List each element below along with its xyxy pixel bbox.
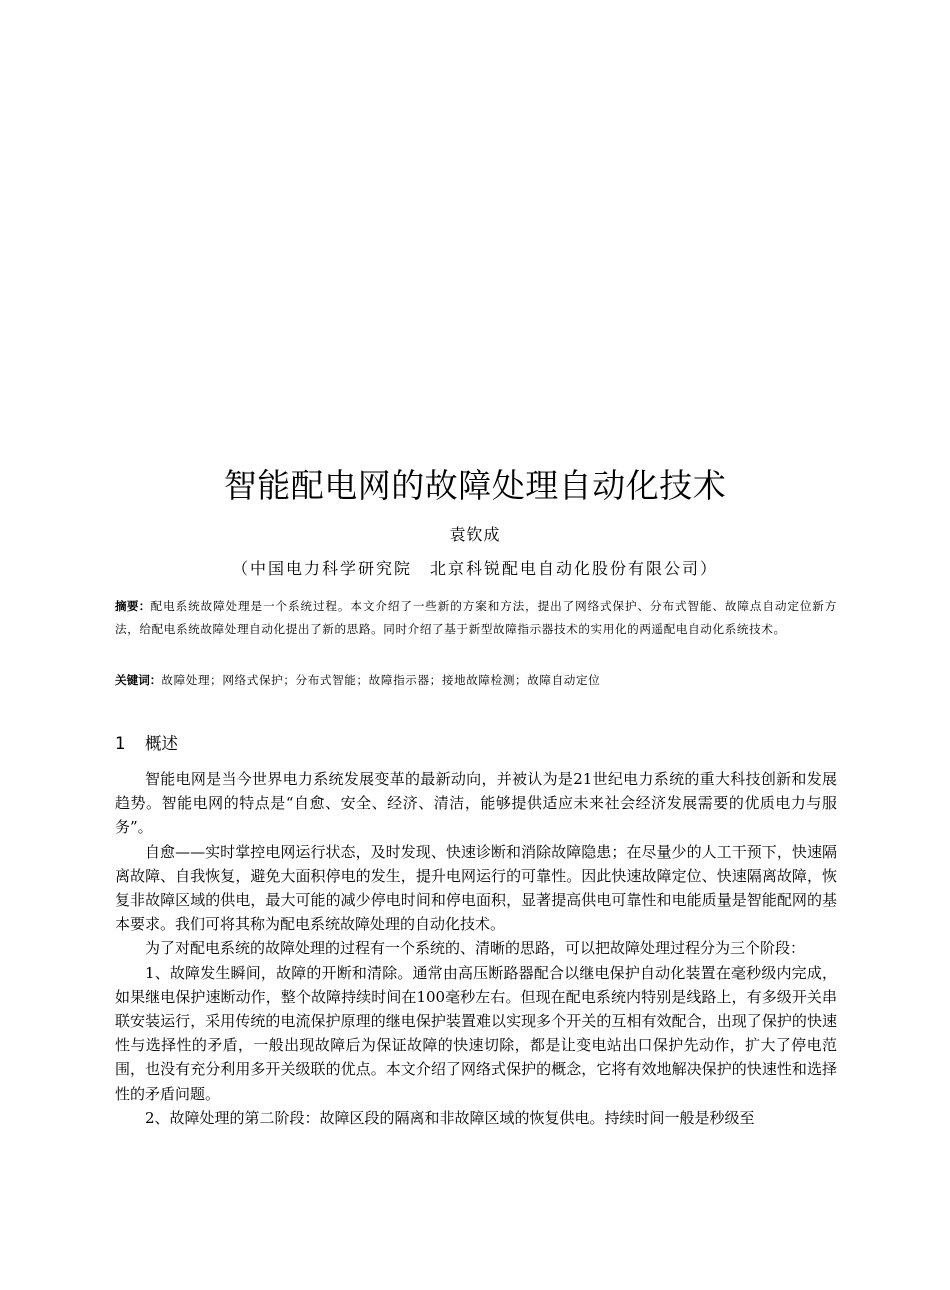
keywords-label: 关键词： [115, 673, 162, 687]
paragraph: 自愈——实时掌控电网运行状态，及时发现、快速诊断和消除故障隐患；在尽量少的人工干预下，快速隔离故障、自我恢复，避免大面积停电的发生，提升电网运行的可靠性。因此快速故障定位、快速隔离故障，恢复非故障区域的供电，最大可能的减少停电时间和停电面积，显著提高供电可靠性和电能质量是智能配网的基本要求。我们可将其称为配电系统故障处理的自动化技术。 [115, 842, 837, 934]
paragraph: 为了对配电系统的故障处理的过程有一个系统的、清晰的思路，可以把故障处理过程分为三个阶段： [145, 939, 806, 958]
body-text [115, 767, 837, 1130]
keywords [115, 669, 837, 691]
paragraph: 1、故障发生瞬间，故障的开断和清除。通常由高压断路器配合以继电保护自动化装置在毫秒级内完成，如果继电保护速断动作，整个故障持续时间在100毫秒左右。但现在配电系统内特别是线路上，有多级开关串联安装运行，采用传统的电流保护原理的继电保护装置难以实现多个开关的互相有效配合，出现了保护的快速性与选择性的矛盾，一般出现故障后为保证故障的快速切除，都是让变电站出口保护先动作，扩大了停电范围，也没有充分利用多开关级联的优点。本文介绍了网络式保护的概念，它将有效地解决保护的快速性和选择性的矛盾问题。 [115, 963, 837, 1103]
abstract-label: 摘要： [115, 599, 151, 613]
abstract [115, 595, 837, 640]
section-title: 概述 [145, 734, 178, 753]
section-heading [115, 732, 178, 756]
paragraph: 智能电网是当今世界电力系统发展变革的最新动向，并被认为是21世纪电力系统的重大科技创新和发展趋势。智能电网的特点是“自愈、安全、经济、清洁，能够提供适应未来社会经济发展需要的优质电力与服务”。 [115, 770, 837, 837]
author-name: 袁钦成 [449, 525, 501, 544]
section-number: 1 [115, 734, 126, 753]
abstract-text: 配电系统故障处理是一个系统过程。本文介绍了一些新的方案和方法，提出了网络式保护、分布式智能、故障点自动定位新方法，给配电系统故障处理自动化提出了新的思路。同时介绍了基于新型故障指示器技术的实用化的两遥配电自动化系统技术。 [115, 599, 837, 636]
paper-title: 智能配电网的故障处理自动化技术 [223, 466, 727, 505]
author-affiliation: （中国电力科学研究院 北京科锐配电自动化股份有限公司） [231, 559, 718, 578]
paragraph: 2、故障处理的第二阶段：故障区段的隔离和非故障区域的恢复供电。持续时间一般是秒级至 [145, 1108, 755, 1127]
keywords-text: 故障处理；网络式保护；分布式智能；故障指示器；接地故障检测；故障自动定位 [161, 673, 601, 687]
